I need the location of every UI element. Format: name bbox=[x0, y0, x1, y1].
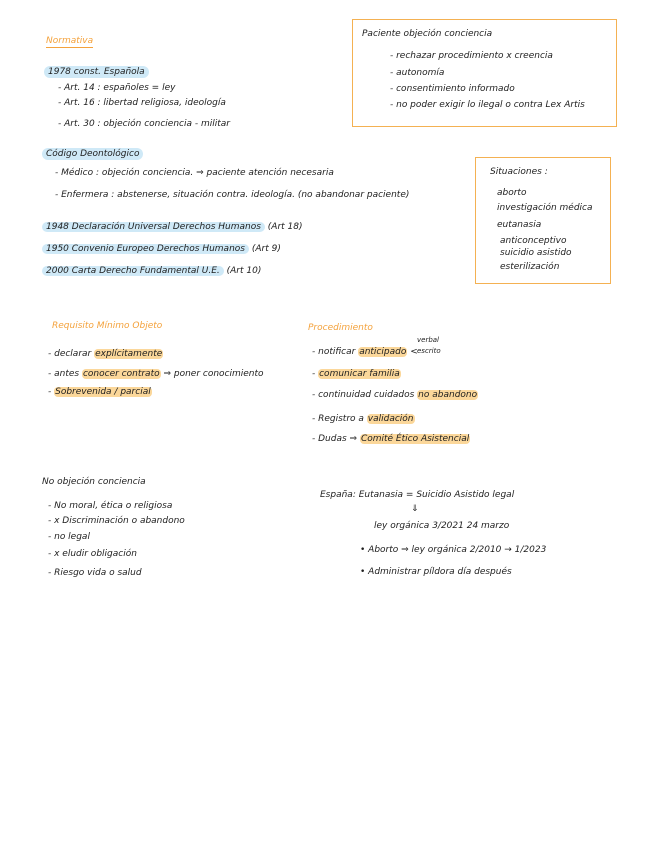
procedimiento-l1: - notificar anticipado < bbox=[312, 347, 418, 357]
espana-l2: ley orgánica 3/2021 24 marzo bbox=[374, 521, 510, 531]
espana-l4: • Administrar píldora día después bbox=[360, 567, 512, 577]
situacion-item: eutanasia bbox=[497, 220, 542, 230]
situaciones-title: Situaciones : bbox=[490, 167, 548, 177]
art-16: - Art. 16 : libertad religiosa, ideología bbox=[58, 98, 226, 108]
espana-l1: España: Eutanasia = Suicidio Asistido legal bbox=[320, 490, 515, 500]
situacion-item: aborto bbox=[497, 188, 527, 198]
codigo-deontologico: Código Deontológico bbox=[42, 148, 143, 160]
art-14: - Art. 14 : españoles = ley bbox=[58, 83, 176, 93]
noobjecion-title: No objeción conciencia bbox=[42, 477, 146, 487]
noobjecion-l5: - Riesgo vida o salud bbox=[48, 568, 142, 578]
noobjecion-l1: - No moral, ética o religiosa bbox=[48, 501, 173, 511]
procedimiento-escrito: escrito bbox=[417, 347, 441, 355]
requisito-l3: - Sobrevenida / parcial bbox=[48, 387, 151, 397]
procedimiento-verbal: verbal bbox=[417, 336, 440, 344]
noobjecion-l3: - no legal bbox=[48, 532, 90, 542]
medico-line: - Médico : objeción conciencia. ⇒ paciente atención necesaria bbox=[55, 168, 334, 178]
art-30: - Art. 30 : objeción conciencia - militar bbox=[58, 119, 230, 129]
noobjecion-l4: - x eludir obligación bbox=[48, 549, 137, 559]
situacion-item: esterilización bbox=[500, 262, 560, 272]
normativa-title: Normativa bbox=[46, 36, 94, 46]
enfermera-line: - Enfermera : abstenerse, situación contra. ideología. (no abandonar paciente) bbox=[55, 190, 410, 200]
carta-2000: 2000 Carta Derecho Fundamental U.E. (Art 10) bbox=[42, 265, 261, 277]
paciente-l3: - consentimiento informado bbox=[390, 84, 515, 94]
paciente-l1: - rechazar procedimiento x creencia bbox=[390, 51, 553, 61]
paciente-l4: - no poder exigir lo ilegal o contra Lex Artis bbox=[390, 100, 585, 110]
procedimiento-l3: - continuidad cuidados no abandono bbox=[312, 390, 478, 400]
convenio-1950: 1950 Convenio Europeo Derechos Humanos (Art 9) bbox=[42, 243, 281, 255]
paciente-title: Paciente objeción conciencia bbox=[362, 29, 493, 39]
requisito-title: Requisito Mínimo Objeto bbox=[52, 321, 163, 331]
noobjecion-l2: - x Discriminación o abandono bbox=[48, 516, 185, 526]
procedimiento-l4: - Registro a validación bbox=[312, 414, 414, 424]
situacion-item: suicidio asistido bbox=[500, 248, 572, 258]
paciente-l2: - autonomía bbox=[390, 68, 445, 78]
const-1978: 1978 const. Española bbox=[44, 66, 149, 78]
requisito-l1: - declarar explícitamente bbox=[48, 349, 163, 359]
espana-l3: • Aborto ⇒ ley orgánica 2/2010 → 1/2023 bbox=[360, 545, 547, 555]
procedimiento-l2: - comunicar familia bbox=[312, 369, 400, 379]
requisito-l2: - antes conocer contrato ⇒ poner conocimiento bbox=[48, 369, 264, 379]
espana-arrow: ⇓ bbox=[411, 504, 419, 514]
procedimiento-title: Procedimiento bbox=[308, 323, 373, 333]
declaracion-1948: 1948 Declaración Universal Derechos Humanos (Art 18) bbox=[42, 221, 303, 233]
procedimiento-l5: - Dudas ⇒ Comité Ético Asistencial bbox=[312, 434, 470, 444]
situacion-item: anticonceptivo bbox=[500, 236, 567, 246]
situacion-item: investigación médica bbox=[497, 203, 593, 213]
